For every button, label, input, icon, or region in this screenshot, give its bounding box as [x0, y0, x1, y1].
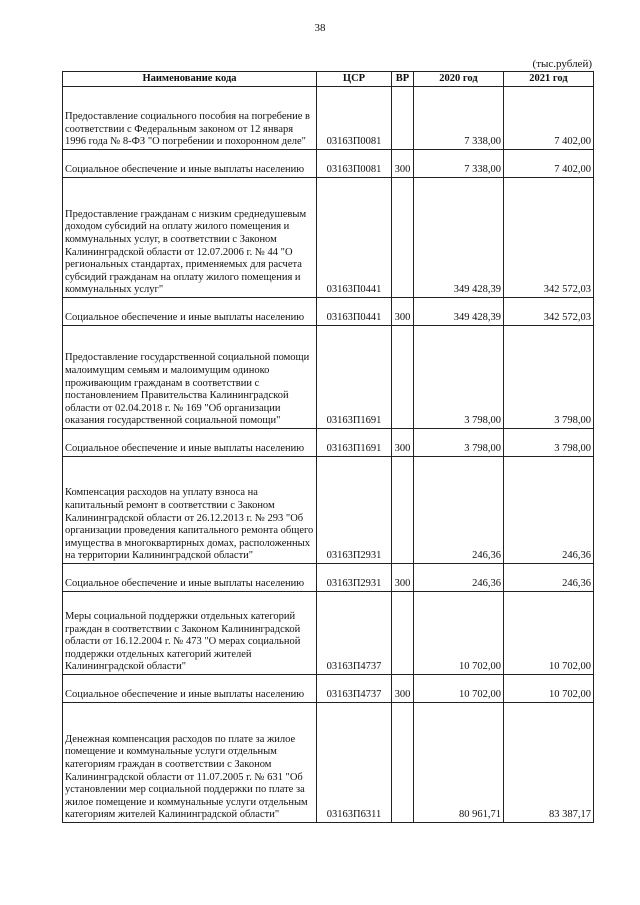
row-2021: 10 702,00: [504, 592, 594, 675]
row-2020: 246,36: [414, 564, 504, 592]
table-row: [63, 703, 594, 823]
table-row: [63, 564, 594, 592]
table-row: [63, 592, 594, 675]
budget-table: [62, 71, 594, 823]
row-2021: 7 402,00: [504, 150, 594, 178]
row-2020: 246,36: [414, 457, 504, 564]
table-row: [63, 178, 594, 298]
row-2020: 349 428,39: [414, 178, 504, 298]
row-name: Социальное обеспечение и иные выплаты населению: [63, 675, 317, 703]
row-name: Социальное обеспечение и иные выплаты населению: [63, 429, 317, 457]
table-row: [63, 150, 594, 178]
row-2021: 342 572,03: [504, 298, 594, 326]
row-2020: 3 798,00: [414, 326, 504, 429]
row-csr: 03163П6311: [317, 703, 392, 823]
row-2021: 3 798,00: [504, 429, 594, 457]
row-vr: [392, 457, 414, 564]
row-csr: 03163П2931: [317, 564, 392, 592]
row-name: Меры социальной поддержки отдельных категорий граждан в соответствии с Законом Калининградской области от 16.12.2004 г. № 473 "О мерах социальной поддержки отдельных категорий жителей Калининградской области": [63, 592, 317, 675]
row-csr: 03163П4737: [317, 592, 392, 675]
units-label: (тыс.рублей): [532, 58, 592, 70]
table-row: [63, 457, 594, 564]
row-vr: [392, 178, 414, 298]
row-name: Социальное обеспечение и иные выплаты населению: [63, 564, 317, 592]
row-2021: 10 702,00: [504, 675, 594, 703]
row-2020: 10 702,00: [414, 592, 504, 675]
row-name: Социальное обеспечение и иные выплаты населению: [63, 298, 317, 326]
row-vr: 300: [392, 150, 414, 178]
header-csr: ЦСР: [317, 72, 392, 87]
row-2021: 83 387,17: [504, 703, 594, 823]
row-2020: 10 702,00: [414, 675, 504, 703]
row-csr: 03163П1691: [317, 326, 392, 429]
table-header-row: [63, 72, 594, 87]
row-2020: 80 961,71: [414, 703, 504, 823]
row-2020: 3 798,00: [414, 429, 504, 457]
row-2021: 3 798,00: [504, 326, 594, 429]
row-name: Предоставление социального пособия на погребение в соответствии с Федеральным законом от 12 января 1996 года № 8-ФЗ "О погребении и похоронном деле": [63, 87, 317, 150]
table-row: [63, 675, 594, 703]
table-row: [63, 87, 594, 150]
row-csr: 03163П1691: [317, 429, 392, 457]
row-2020: 7 338,00: [414, 150, 504, 178]
row-name: Предоставление государственной социальной помощи малоимущим семьям и малоимущим одиноко проживающим гражданам в соответствии с постановлением Правительства Калининградской области от 02.04.2018 г. № 169 "Об организации оказания государственной социальной помощи": [63, 326, 317, 429]
row-2021: 7 402,00: [504, 87, 594, 150]
row-name: Денежная компенсация расходов по плате за жилое помещение и коммунальные услуги отдельным категориям граждан в соответствии с Законом Калининградской области от 11.07.2005 г. № 631 "Об установлении мер социальной поддержки по плате за жилое помещение и коммунальные услуги отдельным категориям жителей Калининградской области": [63, 703, 317, 823]
header-vr: ВР: [392, 72, 414, 87]
row-name: Социальное обеспечение и иные выплаты населению: [63, 150, 317, 178]
row-vr: [392, 87, 414, 150]
row-name: Компенсация расходов на уплату взноса на капитальный ремонт в соответствии с Законом Калининградской области от 26.12.2013 г. № 293 "Об организации проведения капитального ремонта общего имущества в многоквартирных домах, расположенных на территории Калининградской области": [63, 457, 317, 564]
row-vr: 300: [392, 675, 414, 703]
row-csr: 03163П0441: [317, 298, 392, 326]
row-vr: [392, 326, 414, 429]
row-vr: 300: [392, 429, 414, 457]
row-vr: [392, 592, 414, 675]
header-name: Наименование кода: [63, 72, 317, 87]
row-csr: 03163П0441: [317, 178, 392, 298]
row-csr: 03163П2931: [317, 457, 392, 564]
row-csr: 03163П4737: [317, 675, 392, 703]
row-2020: 7 338,00: [414, 87, 504, 150]
page-number: 38: [314, 22, 326, 34]
row-2021: 342 572,03: [504, 178, 594, 298]
table-row: [63, 429, 594, 457]
row-2021: 246,36: [504, 457, 594, 564]
header-2020: 2020 год: [414, 72, 504, 87]
row-vr: [392, 703, 414, 823]
row-vr: 300: [392, 298, 414, 326]
row-csr: 03163П0081: [317, 87, 392, 150]
row-name: Предоставление гражданам с низким среднедушевым доходом субсидий на оплату жилого помещения и коммунальных услуг, в соответствии с Законом Калининградской области от 12.07.2006 г. № 44 "О региональных стандартах, применяемых для расчета субсидий гражданам на оплату жилого помещения и коммунальных услуг": [63, 178, 317, 298]
row-csr: 03163П0081: [317, 150, 392, 178]
table-row: [63, 326, 594, 429]
header-2021: 2021 год: [504, 72, 594, 87]
row-2020: 349 428,39: [414, 298, 504, 326]
row-vr: 300: [392, 564, 414, 592]
row-2021: 246,36: [504, 564, 594, 592]
table-row: [63, 298, 594, 326]
